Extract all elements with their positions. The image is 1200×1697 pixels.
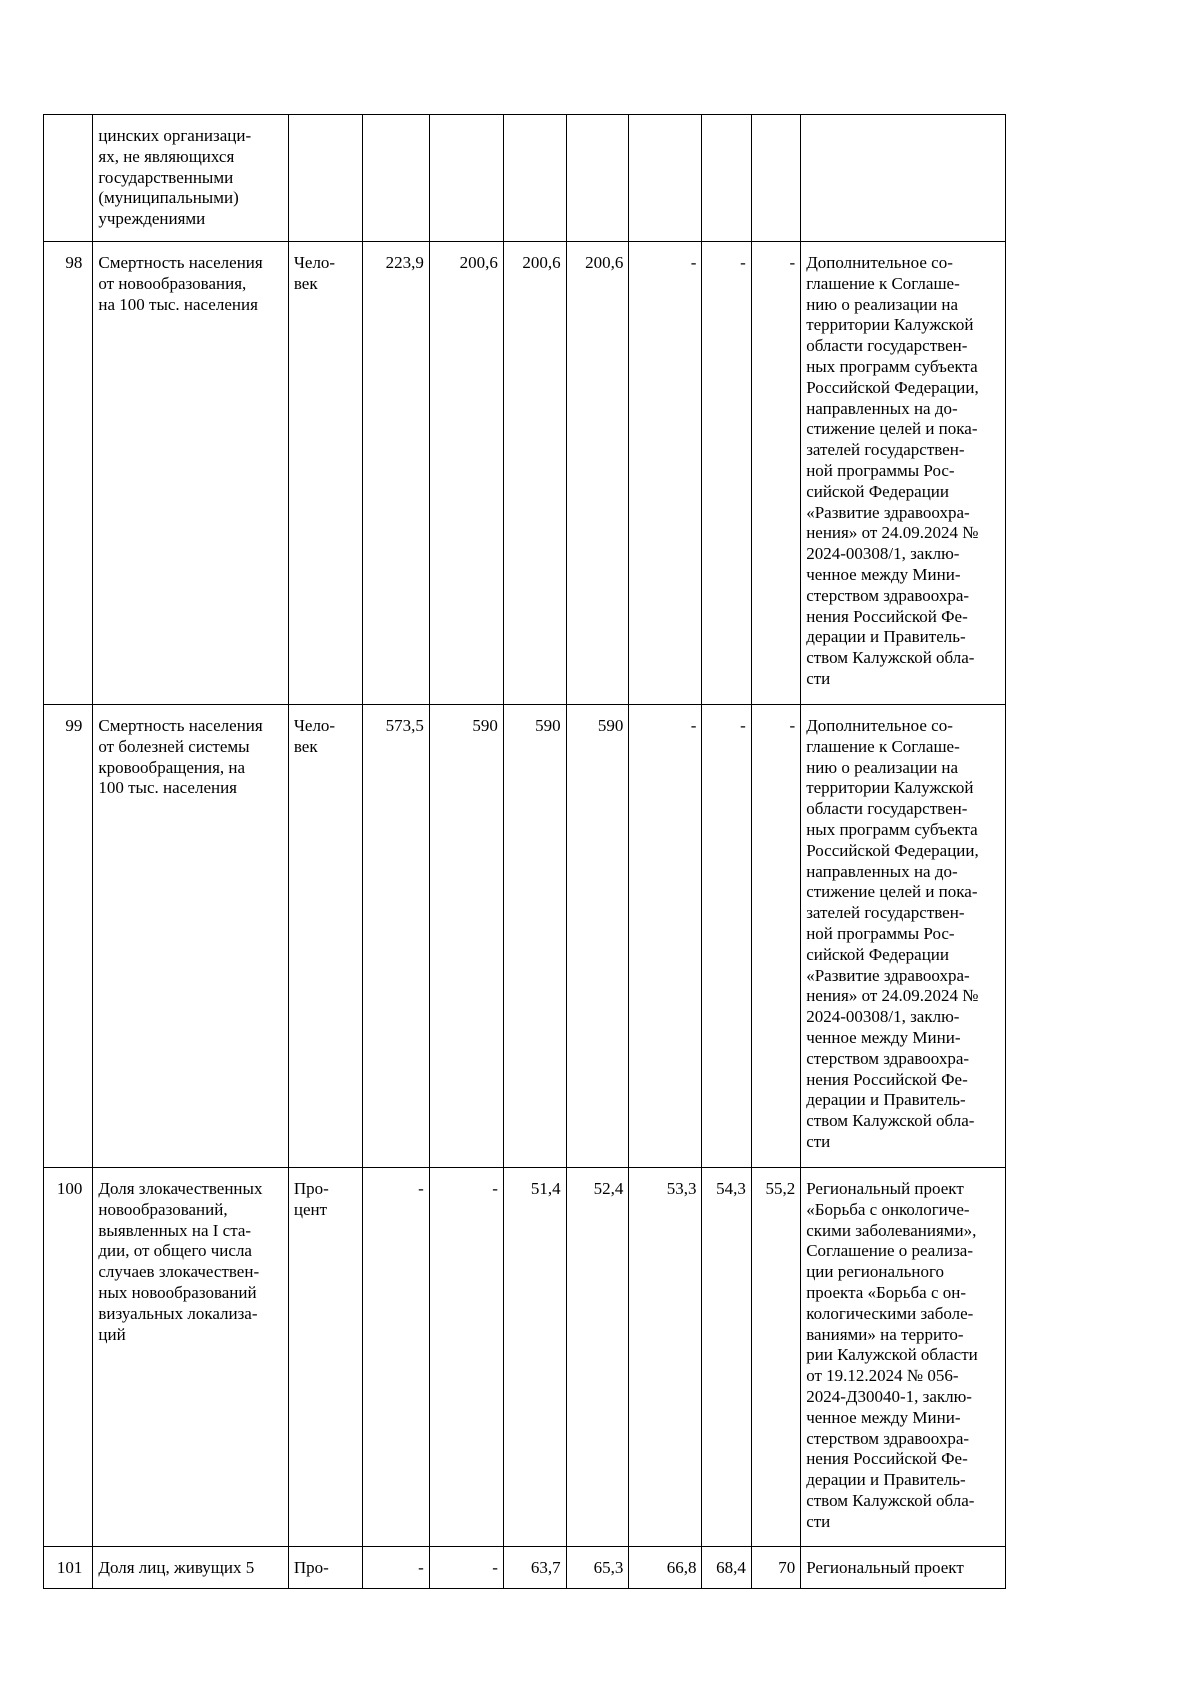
- table-row: [44, 1168, 1006, 1547]
- value-cell: -: [362, 1547, 429, 1589]
- value-cell: 63,7: [503, 1547, 566, 1589]
- value-cell: 53,3: [629, 1168, 702, 1547]
- value-cell: -: [702, 242, 751, 705]
- row-number: 100: [44, 1168, 93, 1547]
- value-cell: [503, 115, 566, 242]
- indicator-name: Доля лиц, живущих 5: [93, 1547, 288, 1589]
- value-cell: 200,6: [429, 242, 503, 705]
- value-cell: 200,6: [566, 242, 629, 705]
- indicators-table: [43, 114, 1006, 1589]
- value-cell: -: [751, 242, 800, 705]
- row-number: 99: [44, 705, 93, 1168]
- source-cell: Региональный проект «Борьба с онкологиче- скими заболеваниями», Соглашение о реализа- ции регионального проекта «Борьба с он- кологическими заболе- ваниями» на террито- рии Калужской области от 19.12.2024 № 056- 2024-Д30040-1, заклю- ченное между Мини- стерством здравоохра- нения Российской Фе- дерации и Правитель- ством Калужской обла- сти: [801, 1168, 1006, 1547]
- table-row: [44, 242, 1006, 705]
- value-cell: 223,9: [362, 242, 429, 705]
- indicator-name: цинских организаци- ях, не являющихся государственными (муниципальными) учреждениями: [93, 115, 288, 242]
- row-number: [44, 115, 93, 242]
- document-page: [43, 114, 1006, 1589]
- value-cell: 590: [429, 705, 503, 1168]
- unit-cell: Чело- век: [288, 705, 362, 1168]
- value-cell: [751, 115, 800, 242]
- value-cell: -: [429, 1547, 503, 1589]
- value-cell: 66,8: [629, 1547, 702, 1589]
- indicator-name: Смертность населения от новообразования, на 100 тыс. населения: [93, 242, 288, 705]
- value-cell: 51,4: [503, 1168, 566, 1547]
- row-number: 101: [44, 1547, 93, 1589]
- value-cell: 55,2: [751, 1168, 800, 1547]
- value-cell: 68,4: [702, 1547, 751, 1589]
- unit-cell: [288, 115, 362, 242]
- value-cell: 590: [503, 705, 566, 1168]
- value-cell: 52,4: [566, 1168, 629, 1547]
- unit-cell: Про-: [288, 1547, 362, 1589]
- value-cell: -: [751, 705, 800, 1168]
- value-cell: -: [362, 1168, 429, 1547]
- value-cell: [429, 115, 503, 242]
- value-cell: -: [702, 705, 751, 1168]
- value-cell: 65,3: [566, 1547, 629, 1589]
- value-cell: [702, 115, 751, 242]
- value-cell: 200,6: [503, 242, 566, 705]
- value-cell: [362, 115, 429, 242]
- value-cell: -: [429, 1168, 503, 1547]
- table-row: [44, 705, 1006, 1168]
- value-cell: 590: [566, 705, 629, 1168]
- indicator-name: Доля злокачественных новообразований, выявленных на I ста- дии, от общего числа случаев злокачествен- ных новообразований визуальных локализа- ций: [93, 1168, 288, 1547]
- source-cell: Дополнительное со- глашение к Соглаше- нию о реализации на территории Калужской области государствен- ных программ субъекта Российской Федерации, направленных на до- стижение целей и пока- зателей государствен- ной программы Рос- сийской Федерации «Развитие здравоохра- нения» от 24.09.2024 № 2024-00308/1, заклю- ченное между Мини- стерством здравоохра- нения Российской Фе- дерации и Правитель- ством Калужской обла- сти: [801, 242, 1006, 705]
- table-row: [44, 1547, 1006, 1589]
- value-cell: 70: [751, 1547, 800, 1589]
- source-cell: Дополнительное со- глашение к Соглаше- нию о реализации на территории Калужской области государствен- ных программ субъекта Российской Федерации, направленных на до- стижение целей и пока- зателей государствен- ной программы Рос- сийской Федерации «Развитие здравоохра- нения» от 24.09.2024 № 2024-00308/1, заклю- ченное между Мини- стерством здравоохра- нения Российской Фе- дерации и Правитель- ством Калужской обла- сти: [801, 705, 1006, 1168]
- unit-cell: Чело- век: [288, 242, 362, 705]
- value-cell: [566, 115, 629, 242]
- value-cell: [629, 115, 702, 242]
- source-cell: Региональный проект: [801, 1547, 1006, 1589]
- value-cell: 573,5: [362, 705, 429, 1168]
- indicator-name: Смертность населения от болезней системы кровообращения, на 100 тыс. населения: [93, 705, 288, 1168]
- row-number: 98: [44, 242, 93, 705]
- value-cell: -: [629, 705, 702, 1168]
- unit-cell: Про- цент: [288, 1168, 362, 1547]
- value-cell: 54,3: [702, 1168, 751, 1547]
- source-cell: [801, 115, 1006, 242]
- table-row: [44, 115, 1006, 242]
- value-cell: -: [629, 242, 702, 705]
